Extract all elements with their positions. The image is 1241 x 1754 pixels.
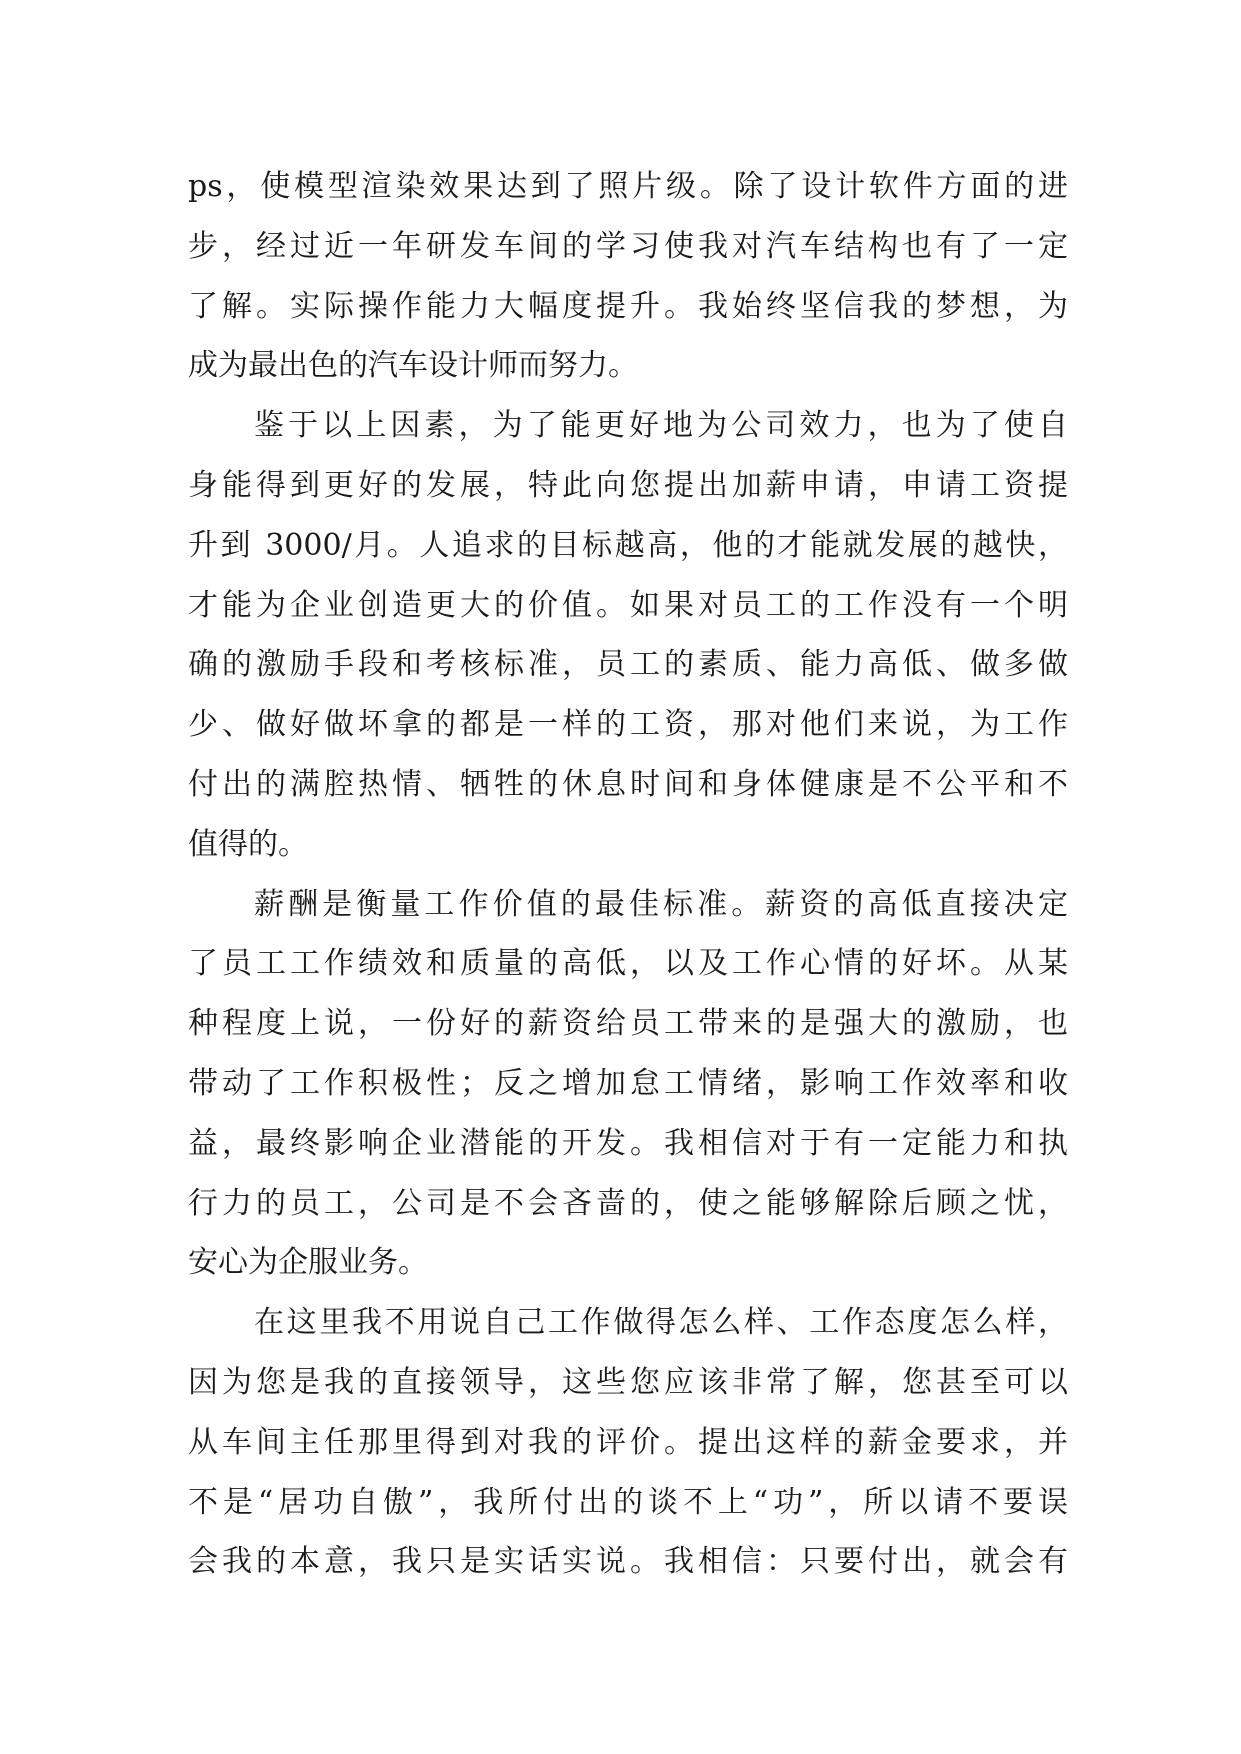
text-line: 确的激励手段和考核标准，员工的素质、能力高低、做多做 [188,647,1068,683]
text-line: 在这里我不用说自己工作做得怎么样、工作态度怎么样， [254,1305,1068,1341]
text-line: 了解。实际操作能力大幅度提升。我始终坚信我的梦想，为 [188,288,1068,324]
text-line: 从车间主任那里得到对我的评价。提出这样的薪金要求，并 [188,1424,1068,1460]
text-line: 安心为企服业务。 [188,1245,428,1281]
text-line: 带动了工作积极性；反之增加怠工情绪，影响工作效率和收 [188,1065,1068,1101]
text-line: ps，使模型渲染效果达到了照片级。除了设计软件方面的进 [188,169,1068,204]
text-line: 种程度上说，一份好的薪资给员工带来的是强大的激励，也 [188,1006,1068,1042]
text-line: 薪酬是衡量工作价值的最佳标准。薪资的高低直接决定 [254,886,1068,922]
text-line: 了员工工作绩效和质量的高低，以及工作心情的好坏。从某 [188,946,1068,982]
body-text [188,157,1068,1592]
text-line: 步，经过近一年研发车间的学习使我对汽车结构也有了一定 [188,228,1068,264]
text-line: 因为您是我的直接领导，这些您应该非常了解，您甚至可以 [188,1364,1068,1400]
text-line: 成为最出色的汽车设计师而努力。 [188,348,638,384]
text-line: 升到 3000/月。人追求的目标越高，他的才能就发展的越快， [188,527,1068,563]
text-line: 少、做好做坏拿的都是一样的工资，那对他们来说，为工作 [188,707,1068,743]
text-line: 不是“居功自傲”，我所付出的谈不上“功”，所以请不要误 [188,1484,1068,1520]
text-line: 才能为企业创造更大的价值。如果对员工的工作没有一个明 [188,587,1068,623]
text-line: 值得的。 [188,826,308,862]
text-line: 鉴于以上因素，为了能更好地为公司效力，也为了使自 [254,408,1068,444]
text-line: 益，最终影响企业潜能的开发。我相信对于有一定能力和执 [188,1125,1068,1161]
text-line: 身能得到更好的发展，特此向您提出加薪申请，申请工资提 [188,467,1068,503]
text-line: 会我的本意，我只是实话实说。我相信：只要付出，就会有 [188,1544,1068,1580]
text-line: 行力的员工，公司是不会吝啬的，使之能够解除后顾之忧， [188,1185,1068,1221]
text-line: 付出的满腔热情、牺牲的休息时间和身体健康是不公平和不 [188,766,1068,802]
